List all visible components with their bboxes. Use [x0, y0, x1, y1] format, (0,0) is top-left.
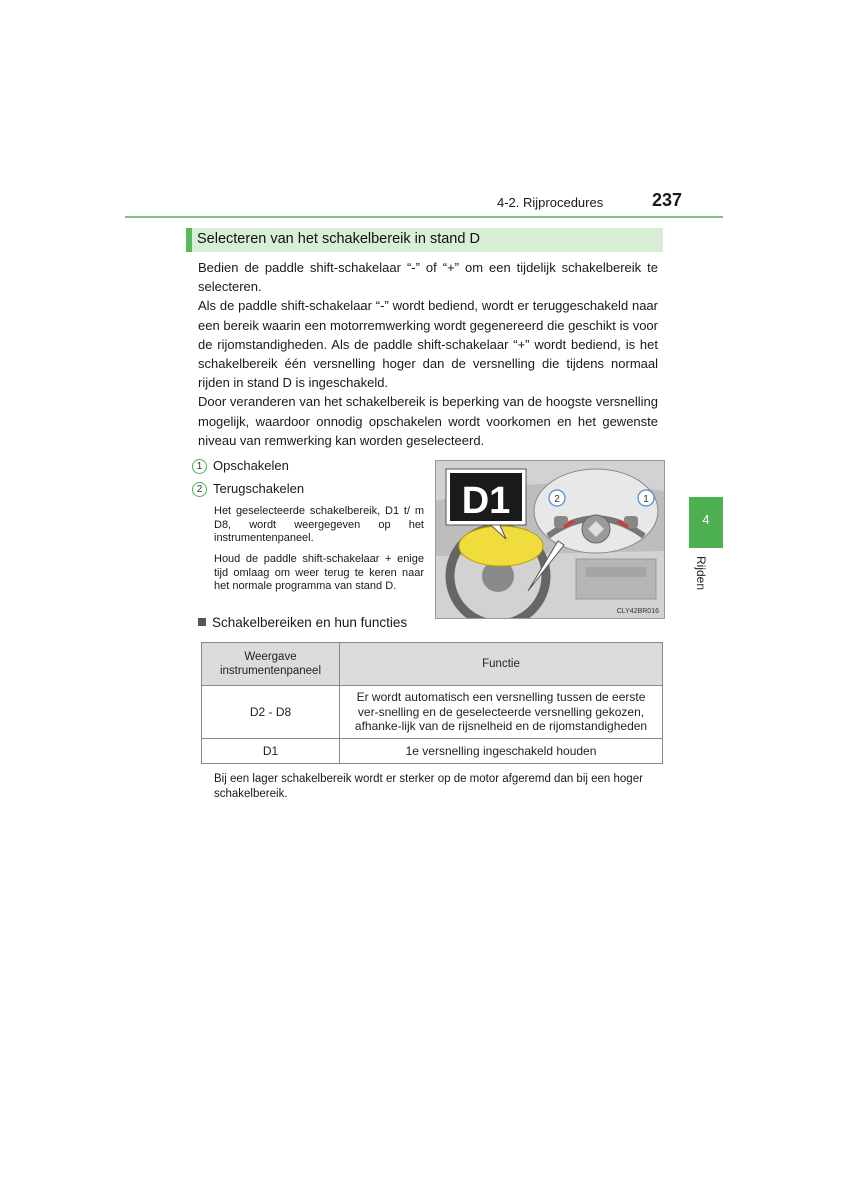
section-accent	[186, 228, 192, 252]
header-rule	[125, 216, 723, 218]
callout-upshift	[192, 458, 289, 474]
footnote: Bij een lager schakelbereik wordt er sterker op de motor afgeremd dan bij een hoger schakelbereik.	[214, 773, 643, 800]
section-title-bar	[186, 228, 663, 252]
body-text	[198, 258, 658, 450]
illustration-svg	[436, 461, 664, 618]
table-cell: 1e versnelling ingeschakeld houden	[340, 739, 663, 764]
section-title: Selecteren van het schakelbereik in stand D	[197, 231, 480, 247]
table-cell: D1	[202, 739, 340, 764]
paragraph: Bedien de paddle shift-schakelaar “-” of “+” om een tijdelijk schakelbereik te selecteren.	[198, 260, 658, 295]
table-header-cell: Functie	[340, 643, 663, 686]
chapter-tab[interactable]	[689, 497, 723, 548]
table-header-cell: Weergave instrumentenpaneel	[202, 643, 340, 686]
marker-downshift: 2	[554, 494, 560, 505]
figure-code: CLY42BR016	[616, 608, 659, 615]
paragraph: Door veranderen van het schakelbereik is beperking van de hoogste versnelling mogelijk, waardoor onnodig opschakelen wordt voorkomen en het gewenste niveau van remwerking kan worden geselecteerd.	[198, 394, 658, 448]
marker-upshift: 1	[643, 494, 649, 505]
callout-number: 2	[192, 482, 207, 497]
table-row	[202, 686, 663, 739]
paragraph: Als de paddle shift-schakelaar “-” wordt bediend, wordt er teruggeschakeld naar een bereik waarin een motorremwerking wordt gegenereerd die geschikt is voor de rijomstandigheden. Als de paddle shift-schakelaar “+” wordt bediend, is het schakelbereik één versnelling hoger dan de versnelling die tijdens normaal rijden in stand D is ingeschakeld.	[198, 298, 658, 391]
gear-range-table	[201, 642, 663, 764]
subheading-text: Schakelbereiken en hun functies	[212, 615, 408, 630]
table-cell: Er wordt automatisch een versnelling tussen de eerste ver-snelling en de geselecteerde versnelling gekozen, afhanke-lijk van de rijsnelheid en de rijomstandigheden	[340, 686, 663, 739]
callout-label: Opschakelen	[213, 458, 289, 473]
chapter-label: Rijden	[694, 556, 708, 591]
running-header-section: 4-2. Rijprocedures	[497, 195, 604, 210]
paddle-shift-illustration	[435, 460, 665, 619]
display-indicator: D1	[461, 480, 511, 522]
table-header-row	[202, 643, 663, 686]
callout-number: 1	[192, 459, 207, 474]
chapter-number: 4	[702, 512, 710, 527]
bullet-square-icon	[198, 618, 206, 626]
callout-label: Terugschakelen	[213, 481, 305, 496]
note-hold-plus: Houd de paddle shift-schakelaar + enige tijd omlaag om weer terug te keren naar het normale programma van stand D.	[214, 553, 424, 592]
subheading	[198, 615, 407, 630]
table-row	[202, 739, 663, 764]
callout-downshift	[192, 481, 304, 497]
page-number: 237	[652, 190, 683, 210]
table-cell: D2 - D8	[202, 686, 340, 739]
note-display: Het geselecteerde schakelbereik, D1 t/ m D8, wordt weergegeven op het instrumentenpaneel.	[214, 505, 424, 544]
